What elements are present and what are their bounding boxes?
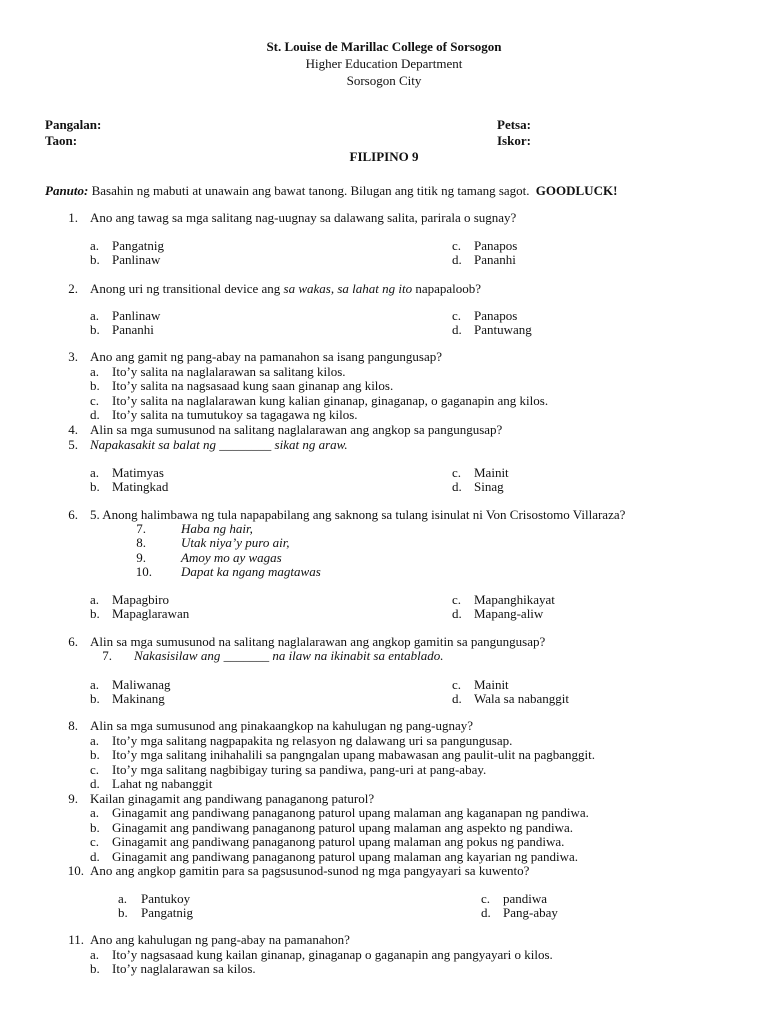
- q6a-question: 5. Anong halimbawa ng tula napapabilang ang saknong sa tulang isinulat ni Von Crisostomo Villaraza?: [90, 507, 626, 522]
- poem-line-number: 7.: [136, 521, 146, 536]
- q4-question: Alin sa mga sumusunod na salitang naglalarawan ang angkop sa pangungusap?: [90, 422, 503, 437]
- q6b-choice-d[interactable]: Wala sa nabanggit: [474, 691, 569, 706]
- q3-letter-c: c.: [90, 393, 100, 408]
- q6a-letter-a: a.: [90, 592, 100, 607]
- q6b-choice-c[interactable]: Mainit: [474, 677, 509, 692]
- poem-line: Dapat ka ngang magtawas: [181, 564, 321, 579]
- q3-question: Ano ang gamit ng pang-abay na pamanahon sa isang pangungusap?: [90, 349, 442, 364]
- q10-choice-b[interactable]: Pangatnig: [141, 905, 193, 920]
- q6b-letter-a: a.: [90, 677, 100, 692]
- q8-number: 8.: [68, 718, 78, 733]
- q10-letter-c: c.: [481, 891, 491, 906]
- q1-letter-a: a.: [90, 238, 100, 253]
- poem-line-number: 9.: [136, 550, 146, 565]
- q6a-letter-b: b.: [90, 606, 100, 621]
- q2-choice-b[interactable]: Pananhi: [112, 322, 154, 337]
- poem-line: Amoy mo ay wagas: [181, 550, 282, 565]
- q5-number: 5.: [68, 437, 78, 452]
- q6a-choice-d[interactable]: Mapang-aliw: [474, 606, 544, 621]
- q5-choice-a[interactable]: Matimyas: [112, 465, 164, 480]
- q10-number: 10.: [67, 863, 84, 878]
- q5-letter-d: d.: [452, 479, 462, 494]
- q1-choice-c[interactable]: Panapos: [474, 238, 518, 253]
- q2-choice-d[interactable]: Pantuwang: [474, 322, 532, 337]
- q8-letter-c: c.: [90, 762, 100, 777]
- department-name: Higher Education Department: [305, 56, 463, 71]
- q2-letter-d: d.: [452, 322, 462, 337]
- q9-letter-c: c.: [90, 834, 100, 849]
- instructions-label: Panuto:: [45, 183, 89, 198]
- q6b-number: 6.: [68, 634, 78, 649]
- q2-choice-c[interactable]: Panapos: [474, 308, 518, 323]
- q9-choice-a[interactable]: Ginagamit ang pandiwang panaganong paturol upang malaman ang kaganapan ng pandiwa.: [112, 805, 589, 820]
- q6b-sub-question: Nakasisilaw ang _______ na ilaw na ikinabit sa entablado.: [134, 648, 444, 663]
- q5-choice-c[interactable]: Mainit: [474, 465, 509, 480]
- poem-line: Haba ng hair,: [181, 521, 253, 536]
- q5-letter-b: b.: [90, 479, 100, 494]
- q6a-letter-d: d.: [452, 606, 462, 621]
- q2-letter-c: c.: [452, 308, 462, 323]
- poem-line-number: 8.: [136, 535, 146, 550]
- q11-choice-a[interactable]: Ito’y nagsasaad kung kailan ginanap, ginaganap o gaganapin ang pangyayari o kilos.: [112, 947, 553, 962]
- q9-choice-d[interactable]: Ginagamit ang pandiwang panaganong paturol upang malaman ang kayarian ng pandiwa.: [112, 849, 579, 864]
- q5-letter-c: c.: [452, 465, 462, 480]
- q3-choice-a[interactable]: Ito’y salita na naglalarawan sa salitang kilos.: [112, 364, 346, 379]
- name-label: Pangalan:: [45, 117, 102, 132]
- q11-letter-b: b.: [90, 961, 100, 976]
- q3-letter-d: d.: [90, 407, 100, 422]
- q11-letter-a: a.: [90, 947, 100, 962]
- q6a-choice-b[interactable]: Mapaglarawan: [112, 606, 190, 621]
- q8-choice-a[interactable]: Ito’y mga salitang nagpapakita ng relasyon ng dalawang uri sa pangungusap.: [112, 733, 513, 748]
- school-name: St. Louise de Marillac College of Sorsogon: [266, 39, 502, 54]
- q6b-choice-b[interactable]: Makinang: [112, 691, 165, 706]
- q10-choice-a[interactable]: Pantukoy: [141, 891, 191, 906]
- q1-choice-b[interactable]: Panlinaw: [112, 252, 161, 267]
- q2-number: 2.: [68, 281, 78, 296]
- q3-letter-a: a.: [90, 364, 100, 379]
- poem-line: Utak niya’y puro air,: [181, 535, 290, 550]
- q3-choice-d[interactable]: Ito’y salita na tumutukoy sa tagagawa ng kilos.: [112, 407, 358, 422]
- q8-letter-d: d.: [90, 776, 100, 791]
- instructions-text: Basahin ng mabuti at unawain ang bawat tanong. Bilugan ang titik ng tamang sagot.: [91, 183, 530, 198]
- q2-text-italic: sa wakas, sa lahat ng ito: [283, 281, 413, 296]
- q9-question: Kailan ginagamit ang pandiwang panaganong paturol?: [90, 791, 375, 806]
- q6b-choice-a[interactable]: Maliwanag: [112, 677, 171, 692]
- q1-question: Ano ang tawag sa mga salitang nag-uugnay sa dalawang salita, parirala o sugnay?: [90, 210, 517, 225]
- q9-letter-b: b.: [90, 820, 100, 835]
- q2-letter-b: b.: [90, 322, 100, 337]
- q3-letter-b: b.: [90, 378, 100, 393]
- year-label: Taon:: [45, 133, 78, 148]
- q6b-letter-b: b.: [90, 691, 100, 706]
- score-label: Iskor:: [497, 133, 531, 148]
- q10-letter-a: a.: [118, 891, 128, 906]
- q8-choice-c[interactable]: Ito’y mga salitang nagbibigay turing sa pandiwa, pang-uri at pang-abay.: [112, 762, 487, 777]
- q11-choice-b[interactable]: Ito’y naglalarawan sa kilos.: [112, 961, 256, 976]
- poem-line-number: 10.: [135, 564, 152, 579]
- q6a-choice-c[interactable]: Mapanghikayat: [474, 592, 555, 607]
- instructions-closing: GOODLUCK!: [535, 183, 618, 198]
- q2-letter-a: a.: [90, 308, 100, 323]
- q10-choice-d[interactable]: Pang-abay: [503, 905, 558, 920]
- q6b-question: Alin sa mga sumusunod na salitang naglalarawan ang angkop gamitin sa pangungusap?: [90, 634, 546, 649]
- q5-letter-a: a.: [90, 465, 100, 480]
- q6a-choice-a[interactable]: Mapagbiro: [112, 592, 170, 607]
- q1-number: 1.: [68, 210, 78, 225]
- q2-text-before: Anong uri ng transitional device ang: [90, 281, 281, 296]
- q10-letter-b: b.: [118, 905, 128, 920]
- q1-letter-d: d.: [452, 252, 462, 267]
- q6b-sub-number: 7.: [102, 648, 112, 663]
- q3-number: 3.: [68, 349, 78, 364]
- q9-number: 9.: [68, 791, 78, 806]
- q9-letter-d: d.: [90, 849, 100, 864]
- q5-choice-d[interactable]: Sinag: [474, 479, 504, 494]
- q8-choice-d[interactable]: Lahat ng nabanggit: [112, 776, 213, 791]
- q3-choice-b[interactable]: Ito’y salita na nagsasaad kung saan ginanap ang kilos.: [112, 378, 394, 393]
- instructions: [45, 184, 617, 198]
- q10-question: Ano ang angkop gamitin para sa pagsusunod-sunod ng mga pangyayari sa kuwento?: [90, 863, 530, 878]
- q5-question: Napakasakit sa balat ng ________ sikat ng araw.: [90, 437, 348, 452]
- q4-number: 4.: [68, 422, 78, 437]
- q1-choice-a[interactable]: Pangatnig: [112, 238, 164, 253]
- q2-text-after: napapaloob?: [415, 281, 482, 296]
- q8-question: Alin sa mga sumusunod ang pinakaangkop na kahulugan ng pang-ugnay?: [90, 718, 474, 733]
- q1-letter-c: c.: [452, 238, 462, 253]
- q6b-letter-c: c.: [452, 677, 462, 692]
- q8-letter-b: b.: [90, 747, 100, 762]
- q8-choice-b[interactable]: Ito’y mga salitang inihahalili sa pangngalan upang mabawasan ang paulit-ulit na pagbanggit.: [112, 747, 596, 762]
- q2-question: [90, 282, 481, 296]
- q9-letter-a: a.: [90, 805, 100, 820]
- q5-choice-b[interactable]: Matingkad: [112, 479, 169, 494]
- q6a-number: 6.: [68, 507, 78, 522]
- city-name: Sorsogon City: [346, 73, 422, 88]
- q9-choice-b[interactable]: Ginagamit ang pandiwang panaganong paturol upang malaman ang aspekto ng pandiwa.: [112, 820, 574, 835]
- q6b-letter-d: d.: [452, 691, 462, 706]
- q8-letter-a: a.: [90, 733, 100, 748]
- q1-letter-b: b.: [90, 252, 100, 267]
- q10-letter-d: d.: [481, 905, 491, 920]
- q9-choice-c[interactable]: Ginagamit ang pandiwang panaganong paturol upang malaman ang pokus ng pandiwa.: [112, 834, 565, 849]
- q2-choice-a[interactable]: Panlinaw: [112, 308, 161, 323]
- q3-choice-c[interactable]: Ito’y salita na naglalarawan kung kalian ginanap, ginaganap, o gaganapin ang kilos.: [112, 393, 549, 408]
- q6a-letter-c: c.: [452, 592, 462, 607]
- q11-number: 11.: [68, 932, 84, 947]
- subject-title: FILIPINO 9: [349, 149, 419, 164]
- q11-question: Ano ang kahulugan ng pang-abay na pamanahon?: [90, 932, 350, 947]
- date-label: Petsa:: [497, 117, 531, 132]
- q1-choice-d[interactable]: Pananhi: [474, 252, 516, 267]
- q10-choice-c[interactable]: pandiwa: [503, 891, 548, 906]
